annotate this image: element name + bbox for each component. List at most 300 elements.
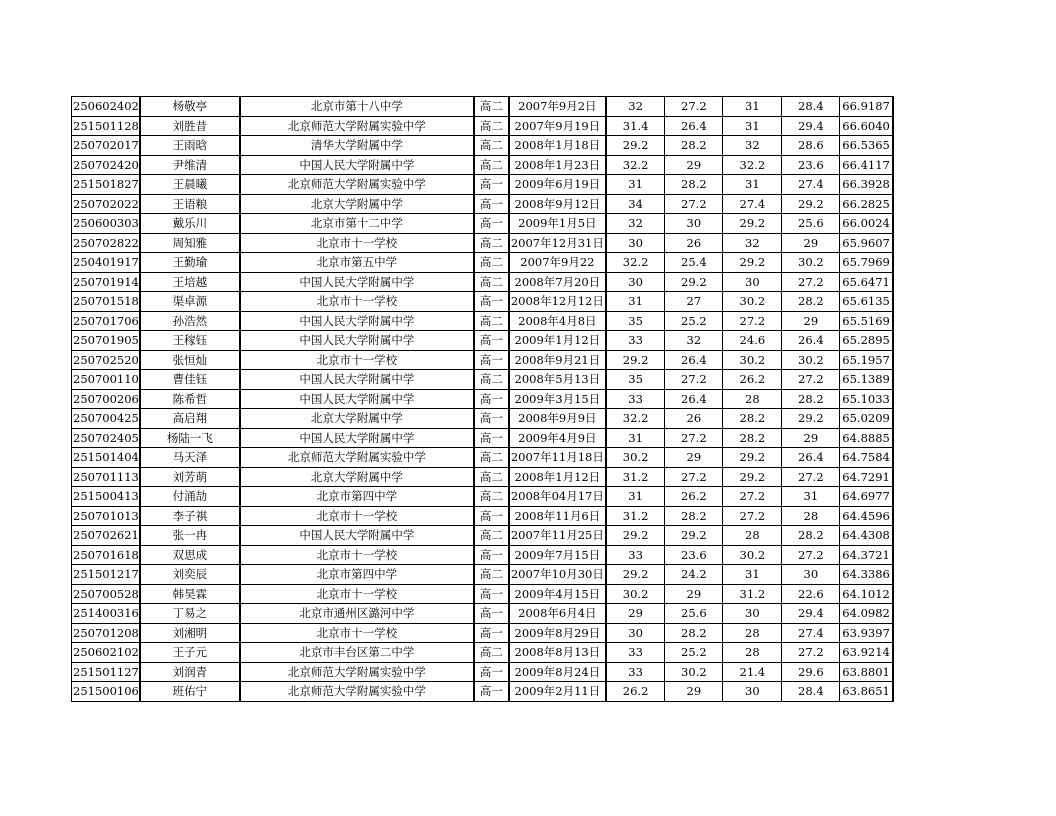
score-1-cell: 31 — [606, 292, 665, 312]
score-4-cell: 23.6 — [782, 155, 840, 175]
table-row — [72, 565, 893, 585]
birth-date-cell: 2008年9月12日 — [509, 194, 606, 214]
score-1-cell: 30 — [606, 272, 665, 292]
table-row — [72, 272, 893, 292]
score-4-cell: 27.2 — [782, 545, 840, 565]
table-row — [72, 448, 893, 468]
total-score-cell: 64.0982 — [840, 604, 893, 624]
student-name-cell: 王晨曦 — [140, 175, 240, 195]
student-id-cell: 250701914 — [72, 272, 140, 292]
total-score-cell: 65.1957 — [840, 350, 893, 370]
grade-cell: 高二 — [474, 233, 509, 253]
score-4-cell: 29.2 — [782, 194, 840, 214]
total-score-cell: 64.4308 — [840, 526, 893, 546]
score-1-cell: 32 — [606, 214, 665, 234]
score-2-cell: 27.2 — [665, 428, 723, 448]
birth-date-cell: 2007年10月30日 — [509, 565, 606, 585]
grade-cell: 高一 — [474, 331, 509, 351]
score-2-cell: 25.2 — [665, 311, 723, 331]
student-name-cell: 王子元 — [140, 643, 240, 663]
score-3-cell: 31 — [723, 565, 782, 585]
table-row — [72, 350, 893, 370]
school-cell: 北京市十一学校 — [240, 233, 474, 253]
table-row — [72, 116, 893, 136]
student-id-cell: 250701013 — [72, 506, 140, 526]
score-1-cell: 30.2 — [606, 584, 665, 604]
student-id-cell: 251400316 — [72, 604, 140, 624]
school-cell: 北京师范大学附属实验中学 — [240, 448, 474, 468]
total-score-cell: 65.0209 — [840, 409, 893, 429]
score-2-cell: 28.2 — [665, 136, 723, 156]
score-4-cell: 28.2 — [782, 526, 840, 546]
score-2-cell: 29 — [665, 155, 723, 175]
score-3-cell: 29.2 — [723, 214, 782, 234]
table-row — [72, 584, 893, 604]
score-3-cell: 30.2 — [723, 350, 782, 370]
grade-cell: 高一 — [474, 292, 509, 312]
score-1-cell: 29.2 — [606, 565, 665, 585]
school-cell: 北京师范大学附属实验中学 — [240, 175, 474, 195]
birth-date-cell: 2009年3月15日 — [509, 389, 606, 409]
table-row — [72, 623, 893, 643]
grade-cell: 高一 — [474, 506, 509, 526]
score-4-cell: 26.4 — [782, 331, 840, 351]
birth-date-cell: 2008年5月13日 — [509, 370, 606, 390]
score-2-cell: 25.4 — [665, 253, 723, 273]
score-1-cell: 29.2 — [606, 526, 665, 546]
birth-date-cell: 2007年11月25日 — [509, 526, 606, 546]
school-cell: 北京市第四中学 — [240, 565, 474, 585]
total-score-cell: 65.1389 — [840, 370, 893, 390]
score-1-cell: 30 — [606, 233, 665, 253]
student-id-cell: 251501217 — [72, 565, 140, 585]
total-score-cell: 63.9397 — [840, 623, 893, 643]
score-3-cell: 30.2 — [723, 292, 782, 312]
birth-date-cell: 2009年4月9日 — [509, 428, 606, 448]
score-3-cell: 29.2 — [723, 448, 782, 468]
school-cell: 中国人民大学附属中学 — [240, 389, 474, 409]
score-1-cell: 33 — [606, 331, 665, 351]
score-1-cell: 29.2 — [606, 136, 665, 156]
total-score-cell: 65.6471 — [840, 272, 893, 292]
table-body — [72, 97, 893, 702]
school-cell: 北京市第十二中学 — [240, 214, 474, 234]
score-4-cell: 28.4 — [782, 97, 840, 117]
birth-date-cell: 2008年7月20日 — [509, 272, 606, 292]
score-2-cell: 28.2 — [665, 175, 723, 195]
student-id-cell: 250702420 — [72, 155, 140, 175]
score-3-cell: 28 — [723, 389, 782, 409]
student-id-cell: 250700425 — [72, 409, 140, 429]
student-id-cell: 250700528 — [72, 584, 140, 604]
student-id-cell: 250602402 — [72, 97, 140, 117]
student-name-cell: 杨敬亭 — [140, 97, 240, 117]
school-cell: 中国人民大学附属中学 — [240, 311, 474, 331]
score-4-cell: 28.2 — [782, 292, 840, 312]
table-row — [72, 253, 893, 273]
score-1-cell: 31.4 — [606, 116, 665, 136]
total-score-cell: 65.9607 — [840, 233, 893, 253]
score-2-cell: 26 — [665, 409, 723, 429]
score-3-cell: 31 — [723, 97, 782, 117]
score-3-cell: 27.4 — [723, 194, 782, 214]
score-4-cell: 29.6 — [782, 662, 840, 682]
score-2-cell: 28.2 — [665, 623, 723, 643]
grade-cell: 高二 — [474, 272, 509, 292]
birth-date-cell: 2007年9月22 — [509, 253, 606, 273]
grade-cell: 高二 — [474, 526, 509, 546]
total-score-cell: 64.7584 — [840, 448, 893, 468]
student-name-cell: 王雨晗 — [140, 136, 240, 156]
table-row — [72, 428, 893, 448]
birth-date-cell: 2008年04月17日 — [509, 487, 606, 507]
birth-date-cell: 2007年9月2日 — [509, 97, 606, 117]
birth-date-cell: 2008年1月18日 — [509, 136, 606, 156]
grade-cell: 高一 — [474, 662, 509, 682]
student-id-cell: 250701113 — [72, 467, 140, 487]
score-2-cell: 29 — [665, 682, 723, 702]
score-3-cell: 26.2 — [723, 370, 782, 390]
birth-date-cell: 2008年8月13日 — [509, 643, 606, 663]
score-3-cell: 31.2 — [723, 584, 782, 604]
total-score-cell: 65.7969 — [840, 253, 893, 273]
birth-date-cell: 2008年6月4日 — [509, 604, 606, 624]
grade-cell: 高一 — [474, 584, 509, 604]
score-4-cell: 29.4 — [782, 116, 840, 136]
grade-cell: 高二 — [474, 487, 509, 507]
school-cell: 北京市第四中学 — [240, 487, 474, 507]
score-1-cell: 34 — [606, 194, 665, 214]
score-4-cell: 27.2 — [782, 272, 840, 292]
school-cell: 中国人民大学附属中学 — [240, 272, 474, 292]
score-3-cell: 28.2 — [723, 409, 782, 429]
results-table — [71, 96, 894, 702]
student-id-cell: 250702621 — [72, 526, 140, 546]
score-3-cell: 31 — [723, 175, 782, 195]
school-cell: 中国人民大学附属中学 — [240, 428, 474, 448]
table-row — [72, 487, 893, 507]
score-4-cell: 29 — [782, 311, 840, 331]
score-3-cell: 28 — [723, 643, 782, 663]
student-id-cell: 250701518 — [72, 292, 140, 312]
student-name-cell: 李子祺 — [140, 506, 240, 526]
school-cell: 北京师范大学附属实验中学 — [240, 682, 474, 702]
score-1-cell: 33 — [606, 389, 665, 409]
student-name-cell: 王稼钰 — [140, 331, 240, 351]
score-4-cell: 31 — [782, 487, 840, 507]
grade-cell: 高一 — [474, 545, 509, 565]
total-score-cell: 65.2895 — [840, 331, 893, 351]
score-4-cell: 27.4 — [782, 623, 840, 643]
score-3-cell: 27.2 — [723, 487, 782, 507]
score-1-cell: 26.2 — [606, 682, 665, 702]
score-3-cell: 32 — [723, 233, 782, 253]
total-score-cell: 66.5365 — [840, 136, 893, 156]
total-score-cell: 65.1033 — [840, 389, 893, 409]
student-name-cell: 王语粮 — [140, 194, 240, 214]
student-id-cell: 250401917 — [72, 253, 140, 273]
score-2-cell: 26.4 — [665, 350, 723, 370]
table-row — [72, 643, 893, 663]
grade-cell: 高一 — [474, 428, 509, 448]
score-2-cell: 25.2 — [665, 643, 723, 663]
score-4-cell: 27.2 — [782, 643, 840, 663]
total-score-cell: 63.8801 — [840, 662, 893, 682]
score-1-cell: 32 — [606, 97, 665, 117]
grade-cell: 高一 — [474, 350, 509, 370]
score-1-cell: 31.2 — [606, 506, 665, 526]
student-name-cell: 韩昊霖 — [140, 584, 240, 604]
grade-cell: 高二 — [474, 136, 509, 156]
grade-cell: 高二 — [474, 448, 509, 468]
student-name-cell: 王培越 — [140, 272, 240, 292]
school-cell: 北京大学附属中学 — [240, 467, 474, 487]
student-name-cell: 杨陆一飞 — [140, 428, 240, 448]
score-4-cell: 29.4 — [782, 604, 840, 624]
score-2-cell: 27.2 — [665, 467, 723, 487]
score-3-cell: 29.2 — [723, 467, 782, 487]
grade-cell: 高二 — [474, 253, 509, 273]
total-score-cell: 64.3721 — [840, 545, 893, 565]
birth-date-cell: 2007年12月31日 — [509, 233, 606, 253]
birth-date-cell: 2009年8月24日 — [509, 662, 606, 682]
score-3-cell: 21.4 — [723, 662, 782, 682]
student-name-cell: 高启翔 — [140, 409, 240, 429]
birth-date-cell: 2008年4月8日 — [509, 311, 606, 331]
student-id-cell: 251501128 — [72, 116, 140, 136]
birth-date-cell: 2009年4月15日 — [509, 584, 606, 604]
grade-cell: 高二 — [474, 97, 509, 117]
table-row — [72, 155, 893, 175]
student-name-cell: 张一冉 — [140, 526, 240, 546]
table-row — [72, 389, 893, 409]
grade-cell: 高二 — [474, 370, 509, 390]
student-name-cell: 双思成 — [140, 545, 240, 565]
school-cell: 北京市十一学校 — [240, 292, 474, 312]
student-name-cell: 张恒灿 — [140, 350, 240, 370]
score-4-cell: 27.2 — [782, 467, 840, 487]
score-3-cell: 29.2 — [723, 253, 782, 273]
table-row — [72, 97, 893, 117]
score-4-cell: 28.4 — [782, 682, 840, 702]
student-id-cell: 251501404 — [72, 448, 140, 468]
student-id-cell: 250702520 — [72, 350, 140, 370]
score-1-cell: 32.2 — [606, 155, 665, 175]
score-3-cell: 28.2 — [723, 428, 782, 448]
score-4-cell: 29.2 — [782, 409, 840, 429]
grade-cell: 高一 — [474, 682, 509, 702]
grade-cell: 高一 — [474, 214, 509, 234]
score-4-cell: 26.4 — [782, 448, 840, 468]
student-id-cell: 250602102 — [72, 643, 140, 663]
score-1-cell: 32.2 — [606, 253, 665, 273]
score-3-cell: 30 — [723, 272, 782, 292]
score-1-cell: 33 — [606, 545, 665, 565]
school-cell: 北京市第五中学 — [240, 253, 474, 273]
student-id-cell: 250701905 — [72, 331, 140, 351]
school-cell: 北京大学附属中学 — [240, 194, 474, 214]
score-2-cell: 27.2 — [665, 370, 723, 390]
score-3-cell: 28 — [723, 623, 782, 643]
student-name-cell: 孙浩然 — [140, 311, 240, 331]
score-2-cell: 28.2 — [665, 506, 723, 526]
birth-date-cell: 2009年8月29日 — [509, 623, 606, 643]
score-2-cell: 29.2 — [665, 526, 723, 546]
score-3-cell: 32.2 — [723, 155, 782, 175]
score-4-cell: 30.2 — [782, 350, 840, 370]
score-4-cell: 29 — [782, 428, 840, 448]
student-name-cell: 曹佳钰 — [140, 370, 240, 390]
score-1-cell: 31 — [606, 428, 665, 448]
birth-date-cell: 2008年9月21日 — [509, 350, 606, 370]
student-id-cell: 250701208 — [72, 623, 140, 643]
score-2-cell: 26.4 — [665, 389, 723, 409]
score-4-cell: 27.4 — [782, 175, 840, 195]
birth-date-cell: 2008年1月23日 — [509, 155, 606, 175]
score-3-cell: 28 — [723, 526, 782, 546]
score-3-cell: 31 — [723, 116, 782, 136]
birth-date-cell: 2009年6月19日 — [509, 175, 606, 195]
score-2-cell: 27 — [665, 292, 723, 312]
total-score-cell: 66.4117 — [840, 155, 893, 175]
total-score-cell: 64.6977 — [840, 487, 893, 507]
total-score-cell: 63.9214 — [840, 643, 893, 663]
score-3-cell: 30 — [723, 682, 782, 702]
student-id-cell: 250701618 — [72, 545, 140, 565]
school-cell: 北京市十一学校 — [240, 623, 474, 643]
table-row — [72, 409, 893, 429]
score-4-cell: 28.6 — [782, 136, 840, 156]
score-1-cell: 29 — [606, 604, 665, 624]
student-id-cell: 251500413 — [72, 487, 140, 507]
score-3-cell: 30 — [723, 604, 782, 624]
student-id-cell: 250702022 — [72, 194, 140, 214]
score-2-cell: 27.2 — [665, 97, 723, 117]
score-1-cell: 29.2 — [606, 350, 665, 370]
table-row — [72, 506, 893, 526]
score-1-cell: 30.2 — [606, 448, 665, 468]
student-id-cell: 250700206 — [72, 389, 140, 409]
school-cell: 北京市丰台区第二中学 — [240, 643, 474, 663]
student-name-cell: 刘润青 — [140, 662, 240, 682]
total-score-cell: 66.6040 — [840, 116, 893, 136]
student-id-cell: 251501127 — [72, 662, 140, 682]
score-3-cell: 32 — [723, 136, 782, 156]
grade-cell: 高一 — [474, 623, 509, 643]
student-id-cell: 250700110 — [72, 370, 140, 390]
student-name-cell: 尹维清 — [140, 155, 240, 175]
score-4-cell: 25.6 — [782, 214, 840, 234]
student-name-cell: 马天泽 — [140, 448, 240, 468]
grade-cell: 高二 — [474, 311, 509, 331]
table-row — [72, 682, 893, 702]
birth-date-cell: 2008年1月12日 — [509, 467, 606, 487]
school-cell: 中国人民大学附属中学 — [240, 155, 474, 175]
school-cell: 北京市通州区潞河中学 — [240, 604, 474, 624]
grade-cell: 高一 — [474, 175, 509, 195]
school-cell: 北京市十一学校 — [240, 350, 474, 370]
table-row — [72, 604, 893, 624]
student-name-cell: 渠卓源 — [140, 292, 240, 312]
total-score-cell: 64.1012 — [840, 584, 893, 604]
score-2-cell: 30.2 — [665, 662, 723, 682]
score-4-cell: 30.2 — [782, 253, 840, 273]
table-row — [72, 233, 893, 253]
student-id-cell: 250702822 — [72, 233, 140, 253]
grade-cell: 高二 — [474, 116, 509, 136]
score-2-cell: 26 — [665, 233, 723, 253]
birth-date-cell: 2008年11月6日 — [509, 506, 606, 526]
table-row — [72, 311, 893, 331]
score-1-cell: 31 — [606, 487, 665, 507]
school-cell: 北京市十一学校 — [240, 545, 474, 565]
total-score-cell: 64.4596 — [840, 506, 893, 526]
table-row — [72, 662, 893, 682]
total-score-cell: 63.8651 — [840, 682, 893, 702]
score-2-cell: 26.4 — [665, 116, 723, 136]
total-score-cell: 66.9187 — [840, 97, 893, 117]
score-4-cell: 30 — [782, 565, 840, 585]
student-name-cell: 刘胜昔 — [140, 116, 240, 136]
total-score-cell: 64.3386 — [840, 565, 893, 585]
score-3-cell: 27.2 — [723, 506, 782, 526]
school-cell: 北京师范大学附属实验中学 — [240, 662, 474, 682]
total-score-cell: 65.6135 — [840, 292, 893, 312]
score-2-cell: 24.2 — [665, 565, 723, 585]
grade-cell: 高二 — [474, 155, 509, 175]
total-score-cell: 64.7291 — [840, 467, 893, 487]
table-row — [72, 526, 893, 546]
score-2-cell: 23.6 — [665, 545, 723, 565]
student-name-cell: 刘湘明 — [140, 623, 240, 643]
student-name-cell: 丁易之 — [140, 604, 240, 624]
birth-date-cell: 2009年1月5日 — [509, 214, 606, 234]
school-cell: 中国人民大学附属中学 — [240, 331, 474, 351]
total-score-cell: 65.5169 — [840, 311, 893, 331]
student-name-cell: 刘芳萌 — [140, 467, 240, 487]
score-2-cell: 29 — [665, 584, 723, 604]
birth-date-cell: 2007年9月19日 — [509, 116, 606, 136]
score-2-cell: 29 — [665, 448, 723, 468]
score-1-cell: 33 — [606, 662, 665, 682]
school-cell: 北京市十一学校 — [240, 584, 474, 604]
student-id-cell: 250702405 — [72, 428, 140, 448]
school-cell: 中国人民大学附属中学 — [240, 370, 474, 390]
grade-cell: 高一 — [474, 604, 509, 624]
score-2-cell: 30 — [665, 214, 723, 234]
score-1-cell: 32.2 — [606, 409, 665, 429]
student-name-cell: 付涌劼 — [140, 487, 240, 507]
student-name-cell: 班佑宁 — [140, 682, 240, 702]
school-cell: 北京大学附属中学 — [240, 409, 474, 429]
birth-date-cell: 2008年9月9日 — [509, 409, 606, 429]
birth-date-cell: 2009年7月15日 — [509, 545, 606, 565]
table-row — [72, 331, 893, 351]
table-row — [72, 214, 893, 234]
score-1-cell: 33 — [606, 643, 665, 663]
total-score-cell: 66.2825 — [840, 194, 893, 214]
total-score-cell: 66.0024 — [840, 214, 893, 234]
score-4-cell: 29 — [782, 233, 840, 253]
score-1-cell: 35 — [606, 311, 665, 331]
grade-cell: 高二 — [474, 643, 509, 663]
score-1-cell: 30 — [606, 623, 665, 643]
table-row — [72, 545, 893, 565]
total-score-cell: 64.8885 — [840, 428, 893, 448]
school-cell: 北京师范大学附属实验中学 — [240, 116, 474, 136]
table-row — [72, 292, 893, 312]
score-3-cell: 27.2 — [723, 311, 782, 331]
